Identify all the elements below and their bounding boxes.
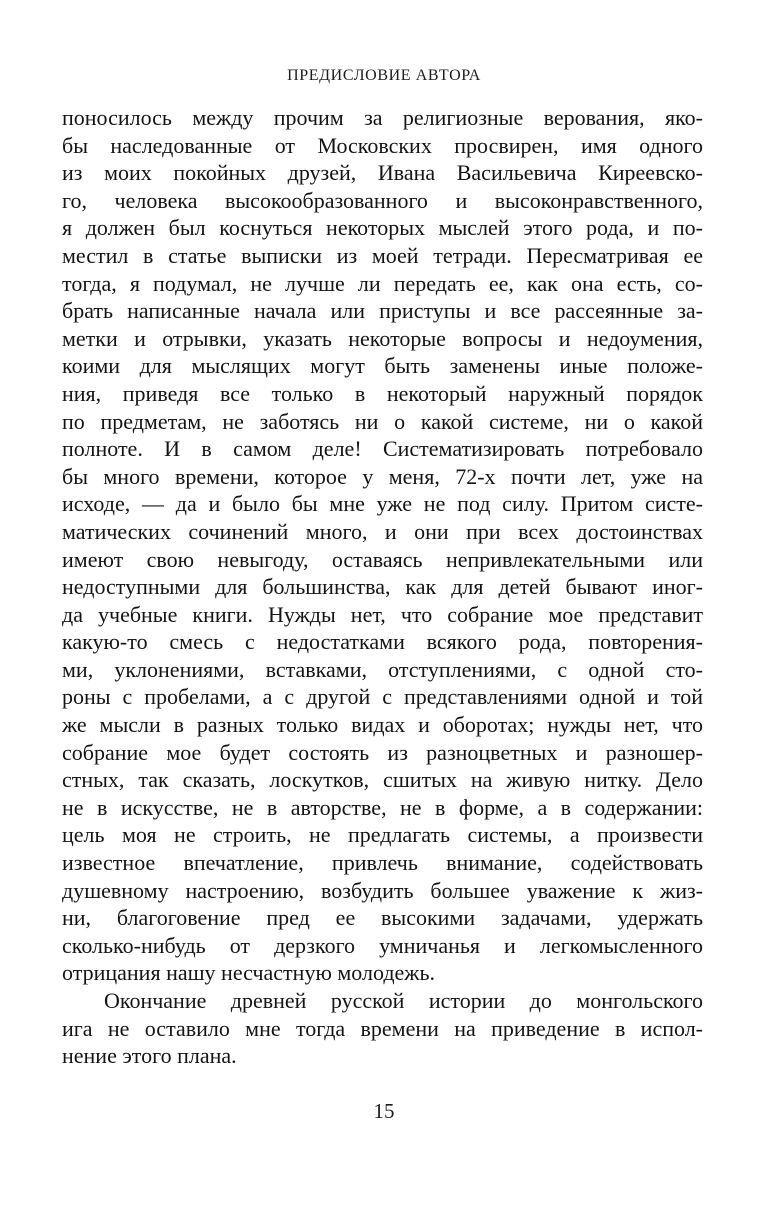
text-line: цель моя не строить, не предлагать системы, а произвести xyxy=(62,822,703,848)
text-line: по предметам, не заботясь ни о какой системе, ни о какой xyxy=(62,408,703,434)
text-line: имеют свою невыгоду, оставаясь непривлекательными или xyxy=(62,546,703,572)
text-line: не в искусстве, не в авторстве, не в форме, а в содержании: xyxy=(62,794,703,820)
text-line: ига не оставило мне тогда времени на приведение в испол- xyxy=(62,1015,703,1041)
text-line: ния, приведя все только в некоторый наружный порядок xyxy=(62,380,703,406)
text-line: го, человека высокообразованного и высоконравственного, xyxy=(62,187,703,213)
page-number: 15 xyxy=(373,1099,395,1123)
chapter-heading: ПРЕДИСЛОВИЕ АВТОРА xyxy=(287,67,481,84)
text-line: коими для мыслящих могут быть заменены иные положе- xyxy=(62,353,703,379)
text-line: стных, так сказать, лоскутков, сшитых на живую нитку. Дело xyxy=(62,767,703,793)
text-line: какую-то смесь с недостатками всякого рода, повторения- xyxy=(62,629,703,655)
text-line: поносилось между прочим за религиозные верования, яко- xyxy=(62,105,703,130)
text-line: известное впечатление, привлечь внимание, содействовать xyxy=(62,850,703,876)
text-line: я должен был коснуться некоторых мыслей этого рода, и по- xyxy=(62,215,703,241)
text-line: собрание мое будет состоять из разноцветных и разношер- xyxy=(62,739,703,765)
text-line: отрицания нашу несчастную молодежь. xyxy=(62,960,436,986)
text-line: метки и отрывки, указать некоторые вопросы и недоумения, xyxy=(62,325,703,351)
text-line: брать написанные начала или приступы и все рассеянные за- xyxy=(62,298,703,324)
text-line: из моих покойных друзей, Ивана Васильевича Киреевско- xyxy=(62,160,703,186)
text-line: душевному настроению, возбудить большее уважение к жиз- xyxy=(62,877,703,903)
text-line: бы много времени, которое у меня, 72-х почти лет, уже на xyxy=(62,463,703,489)
text-line: тогда, я подумал, не лучше ли передать ее, как она есть, со- xyxy=(62,270,703,296)
text-line: нение этого плана. xyxy=(62,1043,237,1069)
text-line: полноте. И в самом деле! Систематизировать потребовало xyxy=(62,436,703,462)
text-line: матических сочинений много, и они при всех достоинствах xyxy=(62,518,703,544)
text-line: недоступными для большинства, как для детей бывают иног- xyxy=(62,574,703,600)
text-line: исходе, — да и было бы мне уже не под силу. Притом систе- xyxy=(62,491,703,517)
text-line: сколько-нибудь от дерзкого умничанья и легкомысленного xyxy=(62,932,703,958)
text-line: да учебные книги. Нужды нет, что собрание мое представит xyxy=(62,601,703,627)
text-line: же мысли в разных только видах и оборотах; нужды нет, что xyxy=(62,712,703,738)
text-line: роны с пробелами, а с другой с представлениями одной и той xyxy=(62,684,703,710)
text-line: ми, уклонениями, вставками, отступлениями, с одной сто- xyxy=(62,656,703,682)
text-line: ни, благоговение пред ее высокими задачами, удержать xyxy=(62,905,703,931)
body-text xyxy=(62,104,703,1070)
text-line: бы наследованные от Московских просвирен, имя одного xyxy=(62,132,703,158)
text-line: местил в статье выписки из моей тетради. Пересматривая ее xyxy=(62,242,703,268)
text-line: Окончание древней русской истории до монгольского xyxy=(104,988,703,1013)
